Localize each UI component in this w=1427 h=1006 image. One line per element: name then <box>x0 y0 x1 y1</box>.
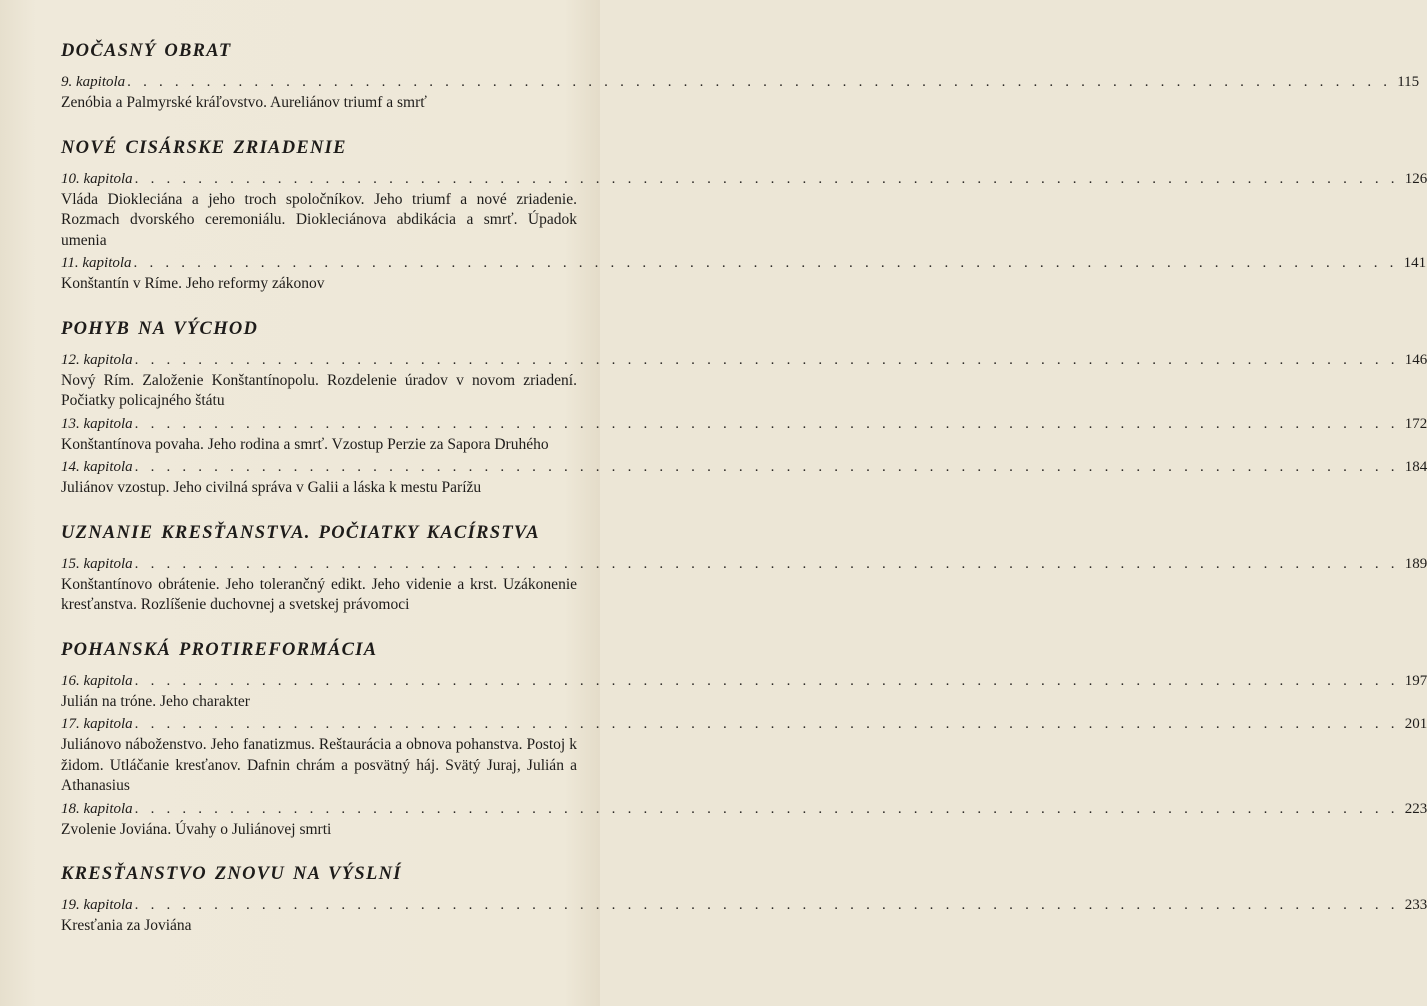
part-entries <box>61 72 1420 114</box>
entry-heading <box>61 714 1427 735</box>
entry-heading <box>61 671 1427 692</box>
entry-heading <box>61 799 1427 820</box>
dot-leader: . . . . . . . . . . . . . . . . . . . . . . . . . . . . . . . . . . . . . . . . . . . . . . . . . . . . . . . . . . . . . . . . . . . . . . . . . . . . . . . . <box>134 672 1399 689</box>
toc-part <box>61 137 1427 295</box>
part-entries <box>61 895 1427 937</box>
toc-entry[interactable] <box>61 414 1427 456</box>
page-number: 126 <box>1404 170 1427 187</box>
chapter-description: Zenóbia a Palmyrské kráľovstvo. Aureliánov triumf a smrť <box>61 94 427 111</box>
toc-entry[interactable] <box>61 350 1427 412</box>
part-entries <box>61 169 1427 295</box>
chapter-label: 17. kapitola <box>61 716 133 732</box>
entry-heading <box>61 895 1427 916</box>
page-number: 115 <box>1397 74 1420 90</box>
chapter-label: 14. kapitola <box>61 459 133 475</box>
dot-leader: . . . . . . . . . . . . . . . . . . . . . . . . . . . . . . . . . . . . . . . . . . . . . . . . . . . . . . . . . . . . . . . . . . . . . . . . . . . . . . . . <box>134 351 1399 368</box>
part-entries <box>61 671 1427 841</box>
part-title: NOVÉ CISÁRSKE ZRIADENIE <box>61 137 347 158</box>
chapter-description: Juliánov vzostup. Jeho civilná správa v Galii a láska k mestu Parížu <box>61 479 482 496</box>
chapter-description: Konštantín v Ríme. Jeho reformy zákonov <box>61 275 325 292</box>
chapter-description: Zvolenie Joviána. Úvahy o Juliánovej smrti <box>61 820 332 838</box>
page-number: 141 <box>1403 255 1427 271</box>
chapter-label: 16. kapitola <box>61 672 133 689</box>
chapter-label: 15. kapitola <box>61 555 133 572</box>
toc-entry[interactable] <box>61 799 1427 841</box>
page-number: 233 <box>1404 897 1427 913</box>
part-entries <box>61 350 1427 499</box>
chapter-label: 9. kapitola <box>61 74 126 90</box>
chapter-description: Vláda Diokleciána a jeho troch spoločníkov. Jeho triumf a nové zriadenie. Rozmach dvorského ceremoniálu. Diokleciánova abdikácia a smrť. Úpadok umenia <box>61 190 577 249</box>
chapter-description: Konštantínova povaha. Jeho rodina a smrť. Vzostup Perzie za Sapora Druhého <box>61 435 549 453</box>
page-number: 189 <box>1404 555 1427 572</box>
part-title: UZNANIE KRESŤANSTVA. POČIATKY KACÍRSTVA <box>61 522 540 543</box>
part-title: POHANSKÁ PROTIREFORMÁCIA <box>61 639 378 660</box>
toc-part <box>61 522 1427 616</box>
chapter-description: Juliánovo náboženstvo. Jeho fanatizmus. Reštaurácia a obnova pohanstva. Postoj k židom. Utláčanie kresťanov. Dafnin chrám a posvätný háj. Svätý Juraj, Julián a Athanasius <box>61 736 577 794</box>
dot-leader: . . . . . . . . . . . . . . . . . . . . . . . . . . . . . . . . . . . . . . . . . . . . . . . . . . . . . . . . . . . . . . . . . . . . . . . . . . . . . . . . <box>134 555 1399 572</box>
chapter-label: 13. kapitola <box>61 415 133 432</box>
toc-entry[interactable] <box>61 554 1427 616</box>
table-of-contents <box>61 40 1427 960</box>
entry-heading <box>61 414 1427 435</box>
page-number: 172 <box>1404 415 1427 432</box>
chapter-label: 12. kapitola <box>61 351 133 368</box>
dot-leader: . . . . . . . . . . . . . . . . . . . . . . . . . . . . . . . . . . . . . . . . . . . . . . . . . . . . . . . . . . . . . . . . . . . . . . . . . . . . . . . . <box>133 255 1398 271</box>
dot-leader: . . . . . . . . . . . . . . . . . . . . . . . . . . . . . . . . . . . . . . . . . . . . . . . . . . . . . . . . . . . . . . . . . . . . . . . . . . . . . . . . <box>134 415 1399 432</box>
dot-leader: . . . . . . . . . . . . . . . . . . . . . . . . . . . . . . . . . . . . . . . . . . . . . . . . . . . . . . . . . . . . . . . . . . . . . . . . . . . . . . . . <box>134 716 1399 732</box>
dot-leader: . . . . . . . . . . . . . . . . . . . . . . . . . . . . . . . . . . . . . . . . . . . . . . . . . . . . . . . . . . . . . . . . . . . . . . . . . . . . . . . . <box>134 800 1399 817</box>
page-number: 197 <box>1404 672 1427 689</box>
chapter-label: 11. kapitola <box>61 255 132 271</box>
toc-entry[interactable] <box>61 253 1427 295</box>
entry-heading <box>61 72 1420 93</box>
page-number: 146 <box>1404 351 1427 368</box>
toc-part <box>61 863 1427 937</box>
page-number: 201 <box>1404 716 1427 732</box>
part-entries <box>61 554 1427 616</box>
toc-entry[interactable] <box>61 671 1427 713</box>
part-title: DOČASNÝ OBRAT <box>61 41 232 61</box>
dot-leader: . . . . . . . . . . . . . . . . . . . . . . . . . . . . . . . . . . . . . . . . . . . . . . . . . . . . . . . . . . . . . . . . . . . . . . . . . . . . . . . . <box>134 459 1399 475</box>
toc-part <box>61 40 1420 114</box>
toc-part <box>61 318 1427 499</box>
toc-entry[interactable] <box>61 714 1427 797</box>
chapter-label: 18. kapitola <box>61 800 133 817</box>
page-number: 184 <box>1404 459 1427 475</box>
toc-part <box>61 639 1427 841</box>
entry-heading <box>61 253 1427 274</box>
entry-heading <box>61 169 1427 190</box>
toc-entry[interactable] <box>61 169 1427 252</box>
chapter-description: Julián na tróne. Jeho charakter <box>61 692 250 710</box>
chapter-description: Kresťania za Joviána <box>61 917 192 934</box>
entry-heading <box>61 457 1427 478</box>
toc-entry[interactable] <box>61 457 1427 499</box>
dot-leader: . . . . . . . . . . . . . . . . . . . . . . . . . . . . . . . . . . . . . . . . . . . . . . . . . . . . . . . . . . . . . . . . . . . . . . . . . . . . . . . . <box>127 74 1392 90</box>
entry-heading <box>61 350 1427 371</box>
dot-leader: . . . . . . . . . . . . . . . . . . . . . . . . . . . . . . . . . . . . . . . . . . . . . . . . . . . . . . . . . . . . . . . . . . . . . . . . . . . . . . . . <box>134 897 1399 913</box>
entry-heading <box>61 554 1427 575</box>
toc-entry[interactable] <box>61 72 1420 114</box>
part-title: KRESŤANSTVO ZNOVU NA VÝSLNÍ <box>61 864 402 884</box>
chapter-label: 19. kapitola <box>61 897 133 913</box>
chapter-description: Konštantínovo obrátenie. Jeho tolerančný edikt. Jeho videnie a krst. Uzákonenie kresťanstva. Rozlíšenie duchovnej a svetskej právomoci <box>61 575 577 613</box>
chapter-label: 10. kapitola <box>61 170 133 187</box>
dot-leader: . . . . . . . . . . . . . . . . . . . . . . . . . . . . . . . . . . . . . . . . . . . . . . . . . . . . . . . . . . . . . . . . . . . . . . . . . . . . . . . . <box>134 170 1399 187</box>
toc-entry[interactable] <box>61 895 1427 937</box>
chapter-description: Nový Rím. Založenie Konštantínopolu. Rozdelenie úradov v novom zriadení. Počiatky policajného štátu <box>61 371 577 409</box>
page-number: 223 <box>1404 800 1427 817</box>
part-title: POHYB NA VÝCHOD <box>61 318 259 339</box>
